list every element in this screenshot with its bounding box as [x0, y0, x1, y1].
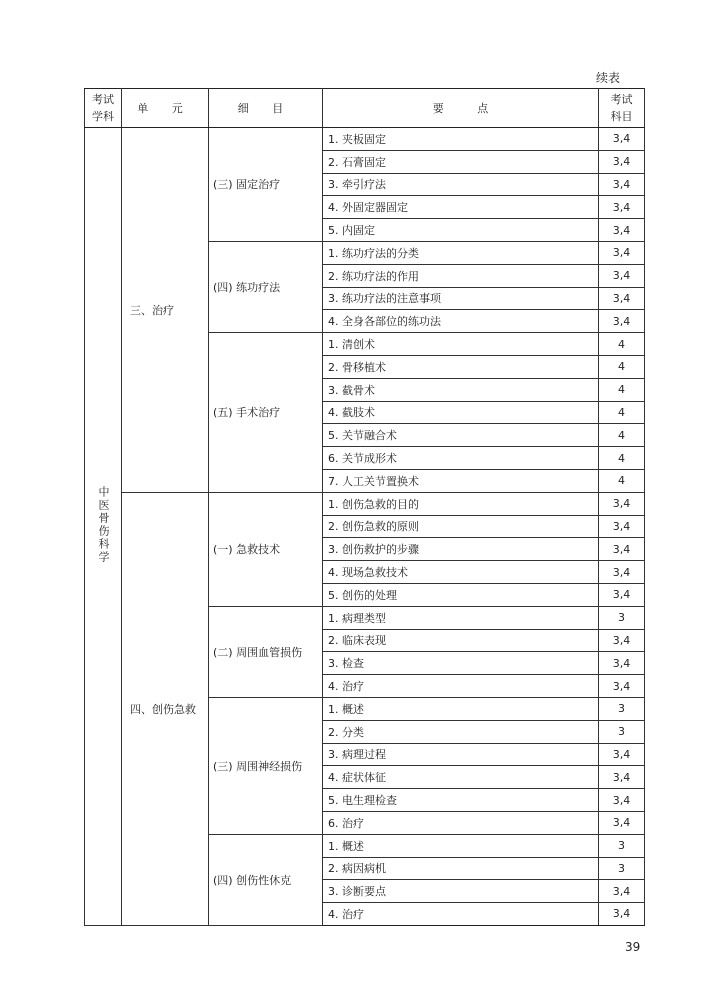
- point-cell: 1. 病理类型: [323, 606, 599, 629]
- point-cell: 1. 概述: [323, 697, 599, 720]
- level-cell: 4: [599, 424, 645, 447]
- point-cell: 5. 创伤的处理: [323, 583, 599, 606]
- point-cell: 2. 石膏固定: [323, 150, 599, 173]
- header-subject-line2: 学科: [92, 110, 114, 123]
- point-cell: 2. 临床表现: [323, 629, 599, 652]
- header-subject: [85, 89, 122, 128]
- level-cell: 3,4: [599, 241, 645, 264]
- level-cell: 4: [599, 401, 645, 424]
- level-cell: 4: [599, 378, 645, 401]
- level-cell: 3,4: [599, 629, 645, 652]
- unit-cell: 四、创伤急救: [122, 492, 209, 925]
- header-row: [85, 89, 645, 128]
- level-cell: 4: [599, 333, 645, 356]
- page-number: 39: [625, 940, 641, 954]
- level-cell: 3,4: [599, 128, 645, 151]
- level-cell: 4: [599, 447, 645, 470]
- point-cell: 2. 骨移植术: [323, 355, 599, 378]
- detail-cell: (五) 手术治疗: [209, 333, 323, 493]
- level-cell: 3: [599, 834, 645, 857]
- point-cell: 4. 外固定器固定: [323, 196, 599, 219]
- detail-cell: (二) 周围血管损伤: [209, 606, 323, 697]
- point-cell: 2. 创伤急救的原则: [323, 515, 599, 538]
- level-cell: 3,4: [599, 150, 645, 173]
- point-cell: 4. 截肢术: [323, 401, 599, 424]
- point-cell: 1. 夹板固定: [323, 128, 599, 151]
- table-row: [85, 492, 645, 515]
- level-cell: 3,4: [599, 219, 645, 242]
- point-cell: 5. 关节融合术: [323, 424, 599, 447]
- point-cell: 1. 练功疗法的分类: [323, 241, 599, 264]
- detail-cell: (四) 创伤性休克: [209, 834, 323, 925]
- subject-label: 中医骨伤科学: [97, 485, 110, 564]
- level-cell: 3,4: [599, 310, 645, 333]
- point-cell: 1. 清创术: [323, 333, 599, 356]
- level-cell: 3,4: [599, 492, 645, 515]
- level-cell: 3,4: [599, 515, 645, 538]
- level-cell: 3,4: [599, 880, 645, 903]
- point-cell: 2. 病因病机: [323, 857, 599, 880]
- unit-cell: 三、治疗: [122, 128, 209, 493]
- point-cell: 3. 创伤救护的步骤: [323, 538, 599, 561]
- header-level: [599, 89, 645, 128]
- point-cell: 4. 症状体征: [323, 766, 599, 789]
- level-cell: 3: [599, 720, 645, 743]
- point-cell: 3. 练功疗法的注意事项: [323, 287, 599, 310]
- level-cell: 4: [599, 355, 645, 378]
- level-cell: 3,4: [599, 287, 645, 310]
- point-cell: 5. 内固定: [323, 219, 599, 242]
- detail-cell: (三) 固定治疗: [209, 128, 323, 242]
- header-level-line1: 考试: [610, 93, 633, 106]
- point-cell: 2. 分类: [323, 720, 599, 743]
- header-point: 要 点: [323, 89, 599, 128]
- detail-cell: (四) 练功疗法: [209, 241, 323, 332]
- header-subject-line1: 考试: [92, 93, 114, 106]
- level-cell: 3,4: [599, 652, 645, 675]
- point-cell: 3. 截骨术: [323, 378, 599, 401]
- level-cell: 3,4: [599, 173, 645, 196]
- level-cell: 3: [599, 697, 645, 720]
- level-cell: 3,4: [599, 766, 645, 789]
- header-level-line2: 科目: [610, 110, 633, 123]
- point-cell: 5. 电生理检查: [323, 789, 599, 812]
- table-body: [85, 128, 645, 926]
- point-cell: 7. 人工关节置换术: [323, 469, 599, 492]
- header-detail: 细 目: [209, 89, 323, 128]
- level-cell: 3,4: [599, 583, 645, 606]
- level-cell: 3,4: [599, 675, 645, 698]
- level-cell: 4: [599, 469, 645, 492]
- point-cell: 4. 治疗: [323, 675, 599, 698]
- subject-cell: [85, 128, 122, 926]
- level-cell: 3,4: [599, 561, 645, 584]
- point-cell: 4. 现场急救技术: [323, 561, 599, 584]
- point-cell: 1. 创伤急救的目的: [323, 492, 599, 515]
- level-cell: 3,4: [599, 903, 645, 926]
- level-cell: 3,4: [599, 264, 645, 287]
- point-cell: 3. 牵引疗法: [323, 173, 599, 196]
- point-cell: 2. 练功疗法的作用: [323, 264, 599, 287]
- point-cell: 6. 治疗: [323, 811, 599, 834]
- header-unit: 单 元: [122, 89, 209, 128]
- point-cell: 4. 治疗: [323, 903, 599, 926]
- point-cell: 4. 全身各部位的练功法: [323, 310, 599, 333]
- continued-label: 续表: [596, 71, 621, 85]
- point-cell: 1. 概述: [323, 834, 599, 857]
- point-cell: 3. 检查: [323, 652, 599, 675]
- table-row: [85, 128, 645, 151]
- point-cell: 6. 关节成形术: [323, 447, 599, 470]
- level-cell: 3,4: [599, 811, 645, 834]
- level-cell: 3,4: [599, 743, 645, 766]
- level-cell: 3: [599, 857, 645, 880]
- level-cell: 3,4: [599, 196, 645, 219]
- level-cell: 3,4: [599, 538, 645, 561]
- point-cell: 3. 病理过程: [323, 743, 599, 766]
- detail-cell: (三) 周围神经损伤: [209, 697, 323, 834]
- point-cell: 3. 诊断要点: [323, 880, 599, 903]
- level-cell: 3,4: [599, 789, 645, 812]
- syllabus-table: [84, 88, 645, 926]
- detail-cell: (一) 急救技术: [209, 492, 323, 606]
- level-cell: 3: [599, 606, 645, 629]
